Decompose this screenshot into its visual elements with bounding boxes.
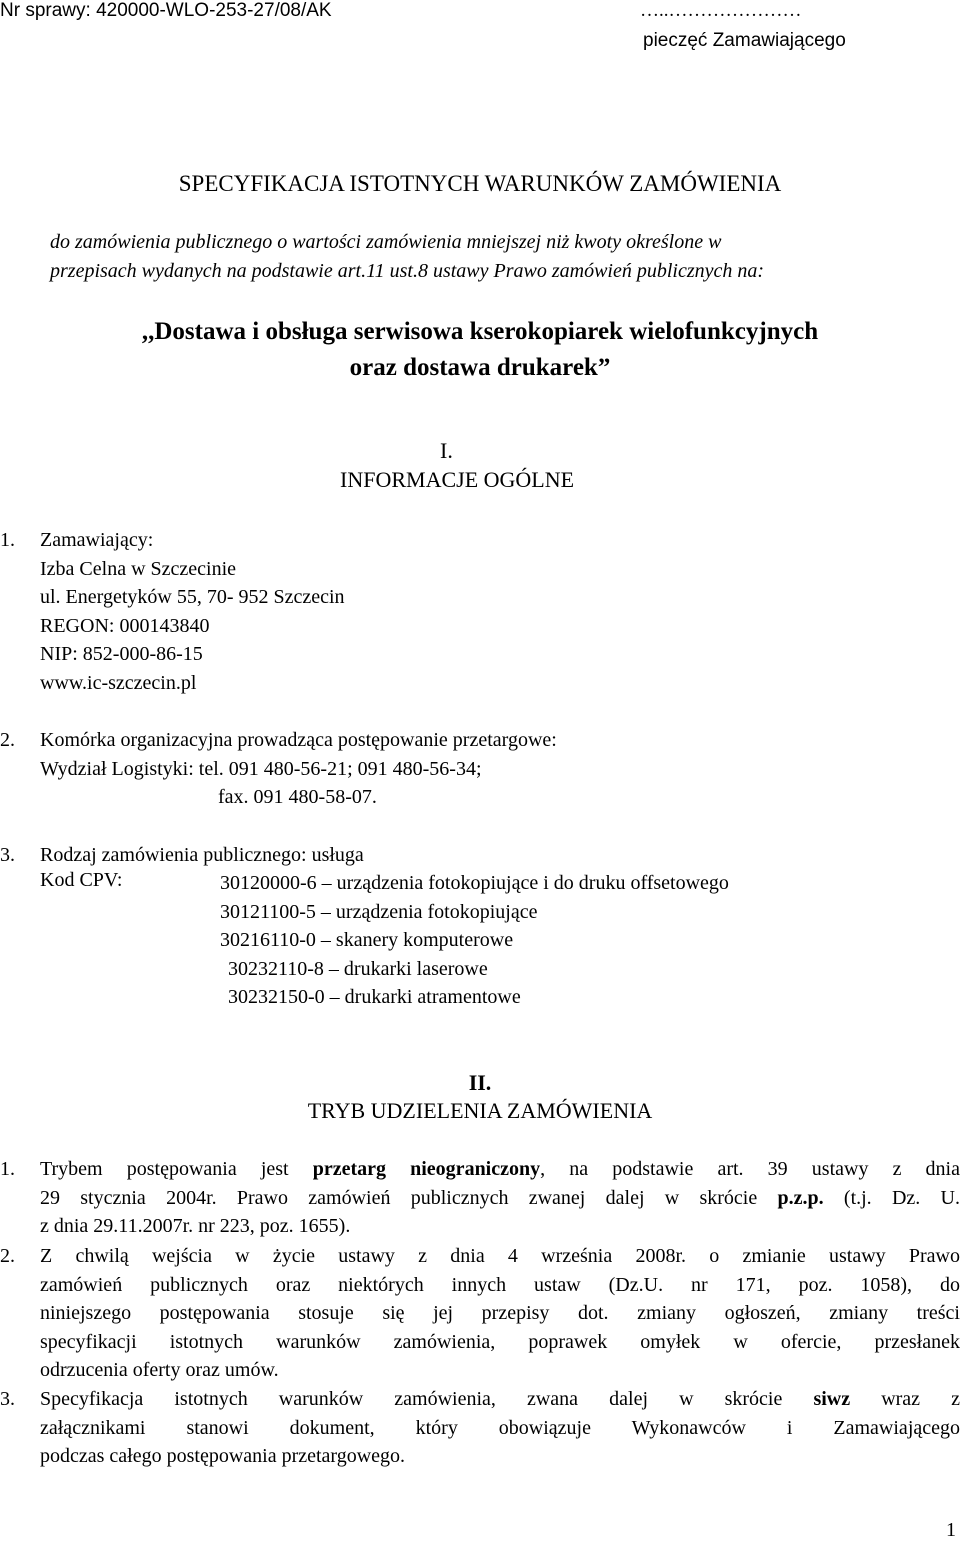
- abbreviation: p.z.p.: [777, 1186, 824, 1209]
- paragraph-number: 2.: [0, 1245, 15, 1267]
- cpv-code-list: [220, 869, 729, 1012]
- document-subject: [0, 314, 960, 386]
- cpv-code: 30232110-8 – drukarki laserowe: [228, 957, 488, 980]
- text-run: 29 stycznia 2004r. Prawo zamówień publicznych zwanej dalej w skrócie: [40, 1186, 778, 1209]
- paragraph-line: załącznikami stanowi dokument, który obowiązuje Wykonawców i Zamawiającego: [40, 1416, 960, 1439]
- paragraph-line: odrzucenia oferty oraz umów.: [40, 1359, 279, 1382]
- subtitle-line-1: do zamówienia publicznego o wartości zamówienia mniejszej niż kwoty określone w: [50, 231, 722, 253]
- item-number: 2.: [0, 729, 15, 751]
- section-2-number: II.: [468, 1070, 492, 1095]
- paragraph-line: z dnia 29.11.2007r. nr 223, poz. 1655).: [40, 1215, 351, 1238]
- unit-label: Komórka organizacyjna prowadząca postępowanie przetargowe:: [40, 729, 557, 751]
- section-1-title: INFORMACJE OGÓLNE: [340, 467, 575, 492]
- cpv-code: 30232150-0 – drukarki atramentowe: [228, 986, 521, 1009]
- text-run: wraz z: [850, 1388, 960, 1410]
- paragraph-line: specyfikacji istotnych warunków zamówienia, poprawek omyłek w ofercie, przesłanek: [40, 1330, 960, 1353]
- paragraph-line: [40, 1155, 960, 1184]
- subtitle-line-2: przepisach wydanych na podstawie art.11 ust.8 ustawy Prawo zamówień publicznych na:: [50, 260, 765, 282]
- stamp-dots: …..…………………: [640, 0, 802, 21]
- text-run: Specyfikacja istotnych warunków zamówienia, zwana dalej w skrócie: [40, 1388, 814, 1410]
- paragraph-line: podczas całego postępowania przetargowego.: [40, 1445, 406, 1468]
- subject-line-1: ,,Dostawa i obsługa serwisowa kserokopiarek wielofunkcyjnych: [141, 318, 819, 345]
- authority-address: ul. Energetyków 55, 70- 952 Szczecin: [40, 586, 345, 609]
- authority-name: Izba Celna w Szczecinie: [40, 557, 237, 580]
- authority-label: Zamawiający:: [40, 529, 154, 551]
- unit-fax: fax. 091 480-58-07.: [218, 786, 377, 809]
- authority-website: www.ic-szczecin.pl: [40, 672, 197, 694]
- cpv-code: 30121100-5 – urządzenia fotokopiujące: [220, 900, 538, 923]
- section-1-number: I.: [440, 438, 453, 463]
- procurement-type-label: Rodzaj zamówienia publicznego: usługa: [40, 844, 364, 866]
- tender-mode: przetarg nieograniczony: [312, 1158, 541, 1180]
- document-title: SPECYFIKACJA ISTOTNYCH WARUNKÓW ZAMÓWIENIA: [178, 171, 782, 196]
- paragraph-line: zamówień publicznych oraz niektórych innych ustaw (Dz.U. nr 171, poz. 1058), do: [40, 1273, 960, 1296]
- paragraph-number: 3.: [0, 1388, 15, 1410]
- case-number: Nr sprawy: 420000-WLO-253-27/08/AK: [0, 0, 332, 21]
- document-subtitle: [50, 228, 920, 286]
- text-run: , na podstawie art. 39 ustawy z dnia: [540, 1158, 960, 1180]
- text-run: Trybem postępowania jest: [40, 1158, 313, 1180]
- page-number: 1: [946, 1519, 956, 1541]
- paragraph-line: Z chwilą wejścia w życie ustawy z dnia 4 września 2008r. o zmianie ustawy Prawo: [40, 1245, 960, 1267]
- unit-phone: Wydział Logistyki: tel. 091 480-56-21; 091 480-56-34;: [40, 757, 482, 780]
- stamp-label: pieczęć Zamawiającego: [643, 30, 846, 51]
- item-number: 1.: [0, 529, 15, 551]
- paragraph-line: niniejszego postępowania stosuje się jej przepisy dot. zmiany ogłoszeń, zmiany treści: [40, 1302, 960, 1325]
- authority-nip: NIP: 852-000-86-15: [40, 643, 203, 666]
- abbreviation: siwz: [813, 1388, 851, 1410]
- cpv-label: Kod CPV:: [40, 869, 123, 891]
- text-run: (t.j. Dz. U.: [823, 1186, 960, 1209]
- subject-line-2: oraz dostawa drukarek”: [349, 354, 611, 381]
- paragraph-line: [40, 1385, 960, 1414]
- paragraph-line: [40, 1184, 960, 1213]
- paragraph-number: 1.: [0, 1158, 15, 1180]
- section-2-title: TRYB UDZIELENIA ZAMÓWIENIA: [307, 1098, 653, 1123]
- cpv-code: 30216110-0 – skanery komputerowe: [220, 929, 514, 952]
- item-number: 3.: [0, 844, 15, 866]
- cpv-code: 30120000-6 – urządzenia fotokopiujące i do druku offsetowego: [220, 872, 729, 894]
- authority-regon: REGON: 000143840: [40, 614, 210, 637]
